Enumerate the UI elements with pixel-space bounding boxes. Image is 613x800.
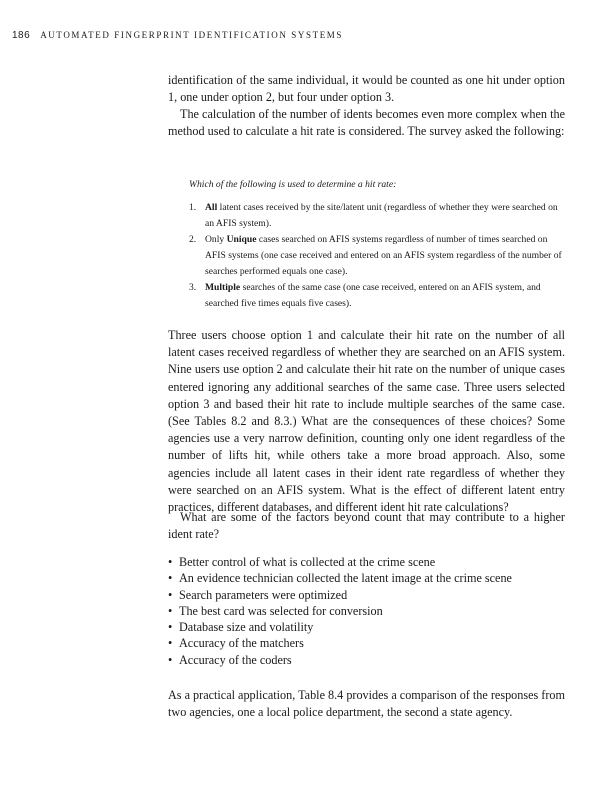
option-keyword: Multiple [205,282,241,293]
page-number: 186 [12,30,31,41]
paragraph-user-options: Three users choose option 1 and calculate their hit rate on the number of all latent cases received regardless of whether they are searched on an AFIS system. Nine users use option 2 and calculate their hit rate on the number of unique cases entered ignoring any additional searches of the same case. Three users selected option 3 and based their hit rate to include multiple searches of the same case. (See Tables 8.2 and 8.3.) What are the consequences of these choices? Some agencies use a very narrow definition, counting only one ident regardless of the number of lifts hit, while others take a more broad approach. Also, some agencies include all latent cases in their ident rate regardless of whether they were searched on an AFIS system. What is the effect of different latent entry practices, different databases, and different ident hit rate calculations? [168,328,565,515]
list-item-text: Accuracy of the matchers [179,636,304,651]
list-item-text: The best card was selected for conversion [179,603,383,618]
list-item [168,603,565,619]
list-item-text: An evidence technician collected the latent image at the crime scene [179,571,512,586]
list-item [168,587,565,603]
survey-option [189,280,565,312]
paragraph-practical-application: As a practical application, Table 8.4 provides a comparison of the responses from two agencies, one a local police department, the second a state agency. [168,688,565,720]
bullet-icon: • [168,636,173,651]
survey-option [189,200,565,232]
list-item-text: Accuracy of the coders [179,652,292,667]
bullet-icon: • [168,555,173,569]
bullet-icon: • [168,587,173,602]
option-number: 1. [189,202,197,213]
bullet-icon: • [168,603,173,618]
option-number: 3. [189,282,197,293]
list-item [168,570,565,586]
option-prefix: Only [205,234,227,245]
running-head [12,30,343,41]
option-keyword: Unique [226,234,257,245]
list-item-text: Database size and volatility [179,620,314,635]
option-keyword: All [205,202,218,213]
factors-list [168,554,565,668]
bullet-icon: • [168,620,173,635]
list-item [168,619,565,635]
option-text: cases searched on AFIS systems regardless of number of times searched on AFIS systems (one case received and entered on an AFIS system regardless of the number of searches performed equals one case). [205,234,562,277]
bullet-icon: • [168,652,173,667]
survey-question: Which of the following is used to determine a hit rate: [189,179,397,190]
paragraph-factors-question: What are some of the factors beyond count that may contribute to a higher ident rate? [168,510,565,542]
survey-option [189,232,565,280]
option-number: 2. [189,234,197,245]
bullet-icon: • [168,571,173,586]
list-item [168,652,565,668]
survey-options-list [189,200,565,312]
paragraph-continuation: identification of the same individual, it would be counted as one hit under option 1, one under option 2, but four under option 3. [168,73,565,105]
list-item [168,635,565,651]
option-text: searches of the same case (one case received, entered on an AFIS system, and searched five times equals five cases). [205,282,541,309]
option-text: latent cases received by the site/latent unit (regardless of whether they were searched on an AFIS system). [205,202,558,229]
paragraph-hit-rate-calculation: The calculation of the number of idents becomes even more complex when the method used to calculate a hit rate is considered. The survey asked the following: [168,107,565,139]
list-item-text: Better control of what is collected at the crime scene [179,555,436,569]
list-item-text: Search parameters were optimized [179,587,348,602]
running-title: AUTOMATED FINGERPRINT IDENTIFICATION SYSTEMS [40,30,344,40]
list-item [168,554,565,570]
